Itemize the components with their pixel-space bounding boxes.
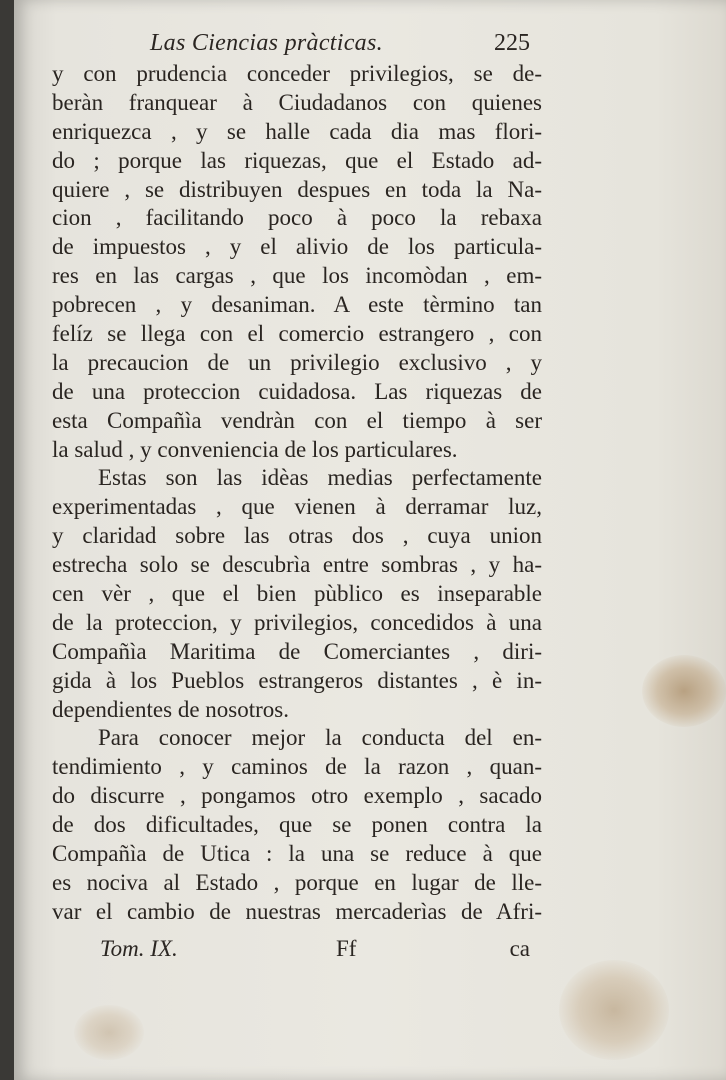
- paragraph: [52, 464, 542, 724]
- text-line: estrecha solo se descubrìa entre sombras , y ha-: [52, 552, 542, 578]
- text-line: es nociva al Estado , porque en lugar de lle-: [52, 869, 542, 895]
- text-line: de impuestos , y el alivio de los particula-: [52, 234, 542, 260]
- text-line: Compañìa Maritima de Comerciantes , diri-: [52, 638, 542, 664]
- text-line: la salud , y conveniencia de los particulares.: [52, 436, 458, 462]
- catchword: ca: [509, 936, 530, 961]
- text-line: gida à los Pueblos estrangeros distantes , è in-: [52, 667, 542, 693]
- foxing-stain: [559, 960, 669, 1060]
- text-line: dependientes de nosotros.: [52, 696, 289, 722]
- page-header: [150, 30, 550, 64]
- text-line: de dos dificultades, que se ponen contra la: [52, 812, 542, 838]
- text-line: de la proteccion, y privilegios, concedidos à una: [52, 609, 542, 635]
- paragraph: [52, 60, 542, 464]
- text-line: enriquezca , y se halle cada dia mas flori-: [52, 118, 542, 144]
- text-line: tendimiento , y caminos de la razon , quan-: [52, 754, 542, 780]
- text-line: la precaucion de un privilegio exclusivo , y: [52, 349, 542, 375]
- text-line: do ; porque las riquezas, que el Estado ad-: [52, 147, 542, 173]
- paragraph: [52, 724, 542, 926]
- foxing-stain: [74, 1005, 144, 1060]
- volume-label: Tom. IX.: [100, 936, 178, 961]
- page-number: 225: [494, 30, 530, 56]
- text-line: experimentadas , que vienen à derramar luz,: [52, 494, 542, 520]
- text-line: do discurre , pongamos otro exemplo , sacado: [52, 783, 542, 809]
- running-title: Las Ciencias pràcticas.: [150, 30, 383, 56]
- page-footer: [100, 936, 540, 968]
- text-line: de una proteccion cuidadosa. Las riquezas de: [52, 378, 542, 404]
- text-line: felíz se llega con el comercio estrangero , con: [52, 321, 542, 347]
- text-line: Estas son las idèas medias perfectamente: [98, 465, 542, 491]
- text-line: beràn franquear à Ciudadanos con quienes: [52, 89, 542, 115]
- text-line: esta Compañìa vendràn con el tiempo à ser: [52, 407, 542, 433]
- text-line: var el cambio de nuestras mercaderìas de Afri-: [52, 898, 542, 924]
- text-line: Para conocer mejor la conducta del en-: [98, 725, 542, 751]
- text-line: cion , facilitando poco à poco la rebaxa: [52, 205, 542, 231]
- signature-mark: Ff: [336, 936, 357, 961]
- foxing-stain: [642, 655, 726, 727]
- text-line: res en las cargas , que los incomòdan , em-: [52, 263, 542, 289]
- text-line: cen vèr , que el bien pùblico es inseparable: [52, 581, 542, 607]
- text-line: Compañìa de Utica : la una se reduce à que: [52, 841, 542, 867]
- text-line: y con prudencia conceder privilegios, se de-: [52, 61, 542, 86]
- text-line: quiere , se distribuyen despues en toda la Na-: [52, 176, 542, 202]
- text-line: y claridad sobre las otras dos , cuya union: [52, 523, 542, 549]
- body-text: [52, 60, 542, 927]
- text-line: pobrecen , y desaniman. A este tèrmino tan: [52, 292, 542, 318]
